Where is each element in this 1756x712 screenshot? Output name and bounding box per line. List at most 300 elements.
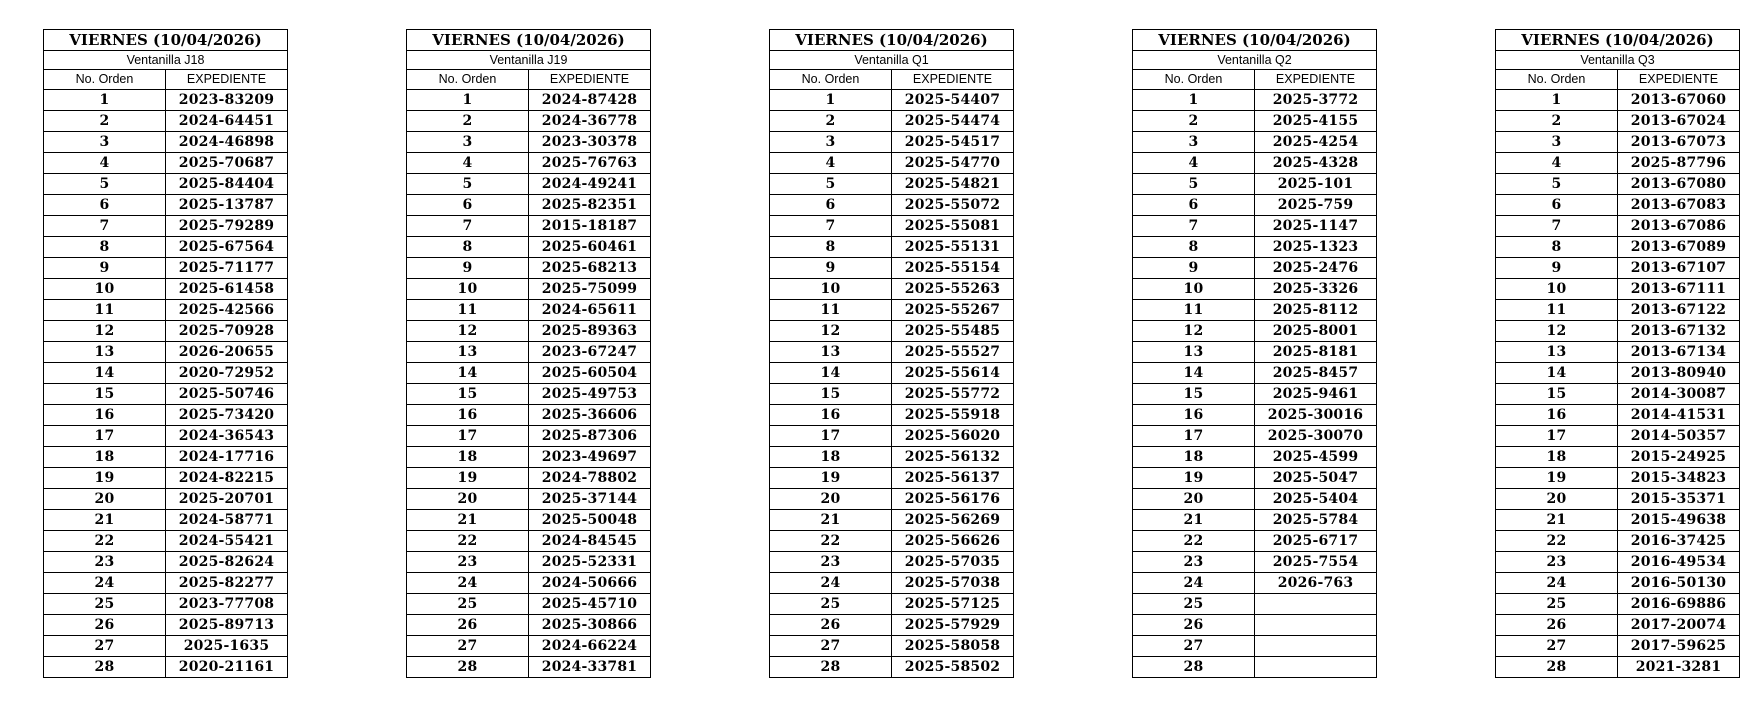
order-number-cell: 3 xyxy=(44,132,166,153)
file-number-cell: 2025-5784 xyxy=(1255,510,1377,531)
order-number-cell: 19 xyxy=(770,468,892,489)
order-number-cell: 22 xyxy=(407,531,529,552)
order-number-cell: 11 xyxy=(407,300,529,321)
table-row xyxy=(1496,195,1740,216)
file-number-cell: 2025-759 xyxy=(1255,195,1377,216)
file-number-cell: 2013-67073 xyxy=(1618,132,1740,153)
file-number-cell: 2025-45710 xyxy=(529,594,651,615)
order-number-cell: 27 xyxy=(407,636,529,657)
order-number-cell: 16 xyxy=(44,405,166,426)
file-number-cell: 2025-37144 xyxy=(529,489,651,510)
table-row xyxy=(770,174,1014,195)
table-row xyxy=(1496,153,1740,174)
table-row xyxy=(407,657,651,678)
file-number-cell: 2025-70687 xyxy=(166,153,288,174)
file-number-cell: 2014-50357 xyxy=(1618,426,1740,447)
table-row xyxy=(1496,174,1740,195)
table-row xyxy=(44,405,288,426)
file-number-cell: 2025-49753 xyxy=(529,384,651,405)
table-row xyxy=(407,468,651,489)
table-row xyxy=(1133,258,1377,279)
order-number-cell: 17 xyxy=(1133,426,1255,447)
table-row xyxy=(44,615,288,636)
file-number-cell: 2025-6717 xyxy=(1255,531,1377,552)
table-row xyxy=(1496,363,1740,384)
table-row xyxy=(44,90,288,111)
file-number-cell: 2025-50048 xyxy=(529,510,651,531)
table-row xyxy=(1133,447,1377,468)
file-number-cell: 2025-56269 xyxy=(892,510,1014,531)
table-row xyxy=(1133,279,1377,300)
file-number-cell: 2016-69886 xyxy=(1618,594,1740,615)
table-row xyxy=(1133,216,1377,237)
file-number-cell: 2025-56132 xyxy=(892,447,1014,468)
order-number-cell: 5 xyxy=(1496,174,1618,195)
table-row xyxy=(1496,111,1740,132)
table-row xyxy=(770,594,1014,615)
table-title: VIERNES (10/04/2026) xyxy=(407,30,651,51)
window-label: Ventanilla J18 xyxy=(44,51,288,70)
file-number-cell: 2025-56176 xyxy=(892,489,1014,510)
order-number-cell: 15 xyxy=(407,384,529,405)
window-table xyxy=(769,29,1014,678)
file-number-cell: 2025-56626 xyxy=(892,531,1014,552)
order-number-cell: 4 xyxy=(44,153,166,174)
file-number-cell: 2025-55154 xyxy=(892,258,1014,279)
file-number-cell: 2025-1147 xyxy=(1255,216,1377,237)
file-number-cell: 2024-82215 xyxy=(166,468,288,489)
table-row xyxy=(1133,636,1377,657)
file-number-cell: 2016-49534 xyxy=(1618,552,1740,573)
file-number-cell: 2023-30378 xyxy=(529,132,651,153)
order-number-cell: 21 xyxy=(770,510,892,531)
order-number-cell: 20 xyxy=(44,489,166,510)
order-number-cell: 5 xyxy=(770,174,892,195)
order-number-cell: 26 xyxy=(44,615,166,636)
file-number-cell: 2025-8001 xyxy=(1255,321,1377,342)
table-row xyxy=(770,195,1014,216)
file-number-cell: 2025-55263 xyxy=(892,279,1014,300)
file-number-cell: 2016-37425 xyxy=(1618,531,1740,552)
table-row xyxy=(1133,552,1377,573)
table-row xyxy=(770,342,1014,363)
file-number-cell: 2013-67122 xyxy=(1618,300,1740,321)
table-row xyxy=(1133,531,1377,552)
file-number-cell: 2013-67134 xyxy=(1618,342,1740,363)
table-row xyxy=(44,531,288,552)
order-number-cell: 16 xyxy=(407,405,529,426)
table-row xyxy=(1133,321,1377,342)
order-number-cell: 27 xyxy=(44,636,166,657)
table-row xyxy=(770,636,1014,657)
file-number-cell: 2023-49697 xyxy=(529,447,651,468)
file-number-cell: 2024-49241 xyxy=(529,174,651,195)
file-number-cell: 2025-54821 xyxy=(892,174,1014,195)
order-number-cell: 4 xyxy=(770,153,892,174)
file-number-cell: 2020-21161 xyxy=(166,657,288,678)
file-number-cell: 2025-4328 xyxy=(1255,153,1377,174)
order-number-cell: 18 xyxy=(407,447,529,468)
window-table xyxy=(1495,29,1740,678)
column-header-order: No. Orden xyxy=(770,70,892,90)
order-number-cell: 8 xyxy=(1133,237,1255,258)
file-number-cell: 2025-58058 xyxy=(892,636,1014,657)
table-row xyxy=(1133,132,1377,153)
table-row xyxy=(407,405,651,426)
table-row xyxy=(407,426,651,447)
column-header-order: No. Orden xyxy=(1133,70,1255,90)
order-number-cell: 5 xyxy=(407,174,529,195)
table-row xyxy=(770,300,1014,321)
order-number-cell: 27 xyxy=(1496,636,1618,657)
window-label: Ventanilla Q1 xyxy=(770,51,1014,70)
order-number-cell: 16 xyxy=(1496,405,1618,426)
column-header-file: EXPEDIENTE xyxy=(529,70,651,90)
file-number-cell: 2025-58502 xyxy=(892,657,1014,678)
table-row xyxy=(44,447,288,468)
file-number-cell: 2024-36778 xyxy=(529,111,651,132)
order-number-cell: 11 xyxy=(1496,300,1618,321)
order-number-cell: 15 xyxy=(1496,384,1618,405)
order-number-cell: 26 xyxy=(770,615,892,636)
order-number-cell: 17 xyxy=(770,426,892,447)
file-number-cell: 2013-67089 xyxy=(1618,237,1740,258)
order-number-cell: 20 xyxy=(770,489,892,510)
file-number-cell: 2025-1635 xyxy=(166,636,288,657)
file-number-cell xyxy=(1255,594,1377,615)
table-row xyxy=(407,195,651,216)
order-number-cell: 1 xyxy=(407,90,529,111)
order-number-cell: 10 xyxy=(44,279,166,300)
table-row xyxy=(407,573,651,594)
file-number-cell: 2025-68213 xyxy=(529,258,651,279)
table-row xyxy=(407,384,651,405)
order-number-cell: 13 xyxy=(770,342,892,363)
order-number-cell: 9 xyxy=(1496,258,1618,279)
file-number-cell: 2025-5047 xyxy=(1255,468,1377,489)
order-number-cell: 22 xyxy=(1496,531,1618,552)
order-number-cell: 1 xyxy=(770,90,892,111)
table-title: VIERNES (10/04/2026) xyxy=(770,30,1014,51)
table-row xyxy=(1496,657,1740,678)
file-number-cell: 2013-67083 xyxy=(1618,195,1740,216)
table-row xyxy=(1496,237,1740,258)
order-number-cell: 7 xyxy=(44,216,166,237)
file-number-cell: 2025-60504 xyxy=(529,363,651,384)
table-row xyxy=(1133,657,1377,678)
table-row xyxy=(770,237,1014,258)
table-row xyxy=(407,132,651,153)
order-number-cell: 21 xyxy=(1133,510,1255,531)
table-row xyxy=(1133,594,1377,615)
table-row xyxy=(44,657,288,678)
order-number-cell: 25 xyxy=(1496,594,1618,615)
file-number-cell: 2025-60461 xyxy=(529,237,651,258)
file-number-cell: 2025-8112 xyxy=(1255,300,1377,321)
order-number-cell: 28 xyxy=(44,657,166,678)
order-number-cell: 12 xyxy=(770,321,892,342)
order-number-cell: 4 xyxy=(1133,153,1255,174)
order-number-cell: 13 xyxy=(407,342,529,363)
order-number-cell: 20 xyxy=(1133,489,1255,510)
order-number-cell: 28 xyxy=(770,657,892,678)
file-number-cell: 2025-82624 xyxy=(166,552,288,573)
table-row xyxy=(770,426,1014,447)
table-row xyxy=(1496,573,1740,594)
file-number-cell: 2013-80940 xyxy=(1618,363,1740,384)
file-number-cell: 2013-67060 xyxy=(1618,90,1740,111)
order-number-cell: 25 xyxy=(1133,594,1255,615)
table-row xyxy=(1496,468,1740,489)
file-number-cell: 2025-3772 xyxy=(1255,90,1377,111)
order-number-cell: 7 xyxy=(407,216,529,237)
order-number-cell: 1 xyxy=(1496,90,1618,111)
table-row xyxy=(1496,384,1740,405)
table-row xyxy=(44,573,288,594)
order-number-cell: 14 xyxy=(44,363,166,384)
order-number-cell: 11 xyxy=(770,300,892,321)
file-number-cell: 2024-58771 xyxy=(166,510,288,531)
order-number-cell: 4 xyxy=(1496,153,1618,174)
table-row xyxy=(770,552,1014,573)
order-number-cell: 17 xyxy=(407,426,529,447)
file-number-cell: 2023-77708 xyxy=(166,594,288,615)
table-row xyxy=(1133,90,1377,111)
order-number-cell: 20 xyxy=(407,489,529,510)
table-row xyxy=(1496,132,1740,153)
table-row xyxy=(770,258,1014,279)
order-number-cell: 5 xyxy=(1133,174,1255,195)
file-number-cell: 2024-65611 xyxy=(529,300,651,321)
file-number-cell: 2015-18187 xyxy=(529,216,651,237)
table-row xyxy=(1133,468,1377,489)
file-number-cell: 2024-50666 xyxy=(529,573,651,594)
file-number-cell: 2025-7554 xyxy=(1255,552,1377,573)
table-row xyxy=(1133,510,1377,531)
order-number-cell: 21 xyxy=(1496,510,1618,531)
file-number-cell: 2025-54517 xyxy=(892,132,1014,153)
table-row xyxy=(1496,279,1740,300)
file-number-cell: 2025-13787 xyxy=(166,195,288,216)
order-number-cell: 22 xyxy=(770,531,892,552)
order-number-cell: 6 xyxy=(1133,195,1255,216)
file-number-cell: 2024-66224 xyxy=(529,636,651,657)
file-number-cell: 2025-56020 xyxy=(892,426,1014,447)
table-row xyxy=(407,174,651,195)
column-header-file: EXPEDIENTE xyxy=(166,70,288,90)
table-row xyxy=(770,573,1014,594)
file-number-cell: 2025-54474 xyxy=(892,111,1014,132)
table-row xyxy=(770,384,1014,405)
table-row xyxy=(407,447,651,468)
order-number-cell: 17 xyxy=(44,426,166,447)
table-row xyxy=(1496,321,1740,342)
order-number-cell: 24 xyxy=(1133,573,1255,594)
order-number-cell: 14 xyxy=(407,363,529,384)
order-number-cell: 3 xyxy=(407,132,529,153)
table-row xyxy=(770,657,1014,678)
order-number-cell: 2 xyxy=(770,111,892,132)
order-number-cell: 6 xyxy=(407,195,529,216)
order-number-cell: 28 xyxy=(407,657,529,678)
order-number-cell: 11 xyxy=(1133,300,1255,321)
table-row xyxy=(407,258,651,279)
file-number-cell: 2025-8457 xyxy=(1255,363,1377,384)
order-number-cell: 8 xyxy=(44,237,166,258)
table-row xyxy=(407,489,651,510)
file-number-cell: 2025-5404 xyxy=(1255,489,1377,510)
table-row xyxy=(44,132,288,153)
schedule-sheet xyxy=(43,29,1743,689)
file-number-cell: 2025-73420 xyxy=(166,405,288,426)
order-number-cell: 2 xyxy=(1133,111,1255,132)
table-row xyxy=(770,111,1014,132)
order-number-cell: 24 xyxy=(44,573,166,594)
order-number-cell: 4 xyxy=(407,153,529,174)
order-number-cell: 25 xyxy=(407,594,529,615)
table-row xyxy=(407,363,651,384)
table-row xyxy=(1496,216,1740,237)
order-number-cell: 10 xyxy=(1133,279,1255,300)
table-row xyxy=(770,405,1014,426)
table-row xyxy=(1133,573,1377,594)
file-number-cell: 2026-763 xyxy=(1255,573,1377,594)
file-number-cell: 2025-55267 xyxy=(892,300,1014,321)
file-number-cell: 2015-34823 xyxy=(1618,468,1740,489)
window-label: Ventanilla J19 xyxy=(407,51,651,70)
table-row xyxy=(407,510,651,531)
file-number-cell: 2024-46898 xyxy=(166,132,288,153)
file-number-cell: 2025-79289 xyxy=(166,216,288,237)
order-number-cell: 10 xyxy=(770,279,892,300)
order-number-cell: 24 xyxy=(407,573,529,594)
order-number-cell: 14 xyxy=(770,363,892,384)
file-number-cell: 2025-30070 xyxy=(1255,426,1377,447)
table-row xyxy=(407,237,651,258)
file-number-cell: 2025-89363 xyxy=(529,321,651,342)
file-number-cell: 2025-42566 xyxy=(166,300,288,321)
table-row xyxy=(44,258,288,279)
file-number-cell: 2025-101 xyxy=(1255,174,1377,195)
table-row xyxy=(44,363,288,384)
order-number-cell: 15 xyxy=(44,384,166,405)
order-number-cell: 10 xyxy=(407,279,529,300)
order-number-cell: 13 xyxy=(1133,342,1255,363)
table-row xyxy=(1496,300,1740,321)
table-title: VIERNES (10/04/2026) xyxy=(1496,30,1740,51)
file-number-cell: 2025-82277 xyxy=(166,573,288,594)
table-row xyxy=(770,468,1014,489)
order-number-cell: 19 xyxy=(407,468,529,489)
table-row xyxy=(44,342,288,363)
file-number-cell: 2013-67080 xyxy=(1618,174,1740,195)
table-row xyxy=(407,300,651,321)
table-row xyxy=(407,594,651,615)
order-number-cell: 28 xyxy=(1496,657,1618,678)
table-row xyxy=(44,216,288,237)
table-row xyxy=(1496,552,1740,573)
file-number-cell: 2024-87428 xyxy=(529,90,651,111)
file-number-cell: 2025-87306 xyxy=(529,426,651,447)
file-number-cell: 2013-67086 xyxy=(1618,216,1740,237)
order-number-cell: 12 xyxy=(1133,321,1255,342)
file-number-cell: 2025-3326 xyxy=(1255,279,1377,300)
table-row xyxy=(1496,636,1740,657)
table-row xyxy=(770,153,1014,174)
file-number-cell: 2015-35371 xyxy=(1618,489,1740,510)
order-number-cell: 6 xyxy=(44,195,166,216)
order-number-cell: 12 xyxy=(1496,321,1618,342)
order-number-cell: 22 xyxy=(44,531,166,552)
table-row xyxy=(770,447,1014,468)
table-row xyxy=(407,636,651,657)
table-row xyxy=(407,111,651,132)
window-table xyxy=(406,29,651,678)
file-number-cell: 2013-67107 xyxy=(1618,258,1740,279)
table-row xyxy=(44,111,288,132)
order-number-cell: 27 xyxy=(770,636,892,657)
table-row xyxy=(44,195,288,216)
column-header-order: No. Orden xyxy=(1496,70,1618,90)
column-header-order: No. Orden xyxy=(407,70,529,90)
file-number-cell: 2023-83209 xyxy=(166,90,288,111)
file-number-cell: 2025-50746 xyxy=(166,384,288,405)
table-row xyxy=(1133,300,1377,321)
file-number-cell: 2021-3281 xyxy=(1618,657,1740,678)
column-header-file: EXPEDIENTE xyxy=(892,70,1014,90)
table-row xyxy=(44,468,288,489)
file-number-cell: 2025-61458 xyxy=(166,279,288,300)
order-number-cell: 5 xyxy=(44,174,166,195)
order-number-cell: 12 xyxy=(407,321,529,342)
table-row xyxy=(44,636,288,657)
table-row xyxy=(1133,615,1377,636)
file-number-cell: 2025-1323 xyxy=(1255,237,1377,258)
file-number-cell: 2015-49638 xyxy=(1618,510,1740,531)
table-row xyxy=(770,132,1014,153)
order-number-cell: 8 xyxy=(1496,237,1618,258)
table-row xyxy=(1133,237,1377,258)
file-number-cell: 2026-20655 xyxy=(166,342,288,363)
file-number-cell xyxy=(1255,636,1377,657)
order-number-cell: 14 xyxy=(1496,363,1618,384)
file-number-cell: 2025-84404 xyxy=(166,174,288,195)
table-row xyxy=(1496,342,1740,363)
file-number-cell: 2025-87796 xyxy=(1618,153,1740,174)
file-number-cell xyxy=(1255,615,1377,636)
table-row xyxy=(1496,405,1740,426)
window-label: Ventanilla Q2 xyxy=(1133,51,1377,70)
file-number-cell: 2025-54770 xyxy=(892,153,1014,174)
order-number-cell: 19 xyxy=(1496,468,1618,489)
file-number-cell: 2025-57038 xyxy=(892,573,1014,594)
table-row xyxy=(770,216,1014,237)
file-number-cell: 2014-41531 xyxy=(1618,405,1740,426)
file-number-cell: 2015-24925 xyxy=(1618,447,1740,468)
table-row xyxy=(44,174,288,195)
table-row xyxy=(44,384,288,405)
order-number-cell: 26 xyxy=(407,615,529,636)
table-row xyxy=(1133,363,1377,384)
order-number-cell: 21 xyxy=(407,510,529,531)
order-number-cell: 23 xyxy=(770,552,892,573)
order-number-cell: 16 xyxy=(1133,405,1255,426)
order-number-cell: 26 xyxy=(1133,615,1255,636)
table-row xyxy=(407,342,651,363)
order-number-cell: 23 xyxy=(407,552,529,573)
order-number-cell: 25 xyxy=(770,594,892,615)
table-row xyxy=(770,615,1014,636)
